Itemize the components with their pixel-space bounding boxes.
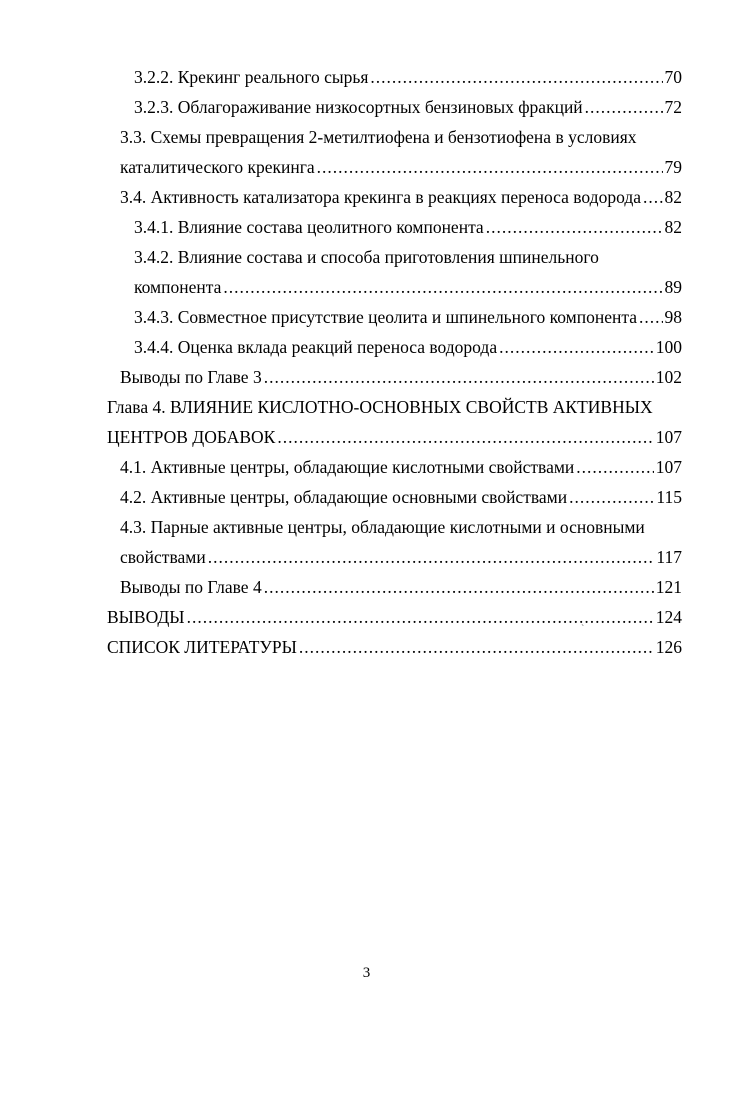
toc-entry [0, 422, 733, 452]
dot-leader [277, 422, 653, 452]
toc-entry [0, 572, 733, 602]
toc-entry [0, 182, 733, 212]
toc-entry [0, 602, 733, 632]
toc-chapter-title: Глава 4. ВЛИЯНИЕ КИСЛОТНО-ОСНОВНЫХ СВОЙСТВ АКТИВНЫХ [107, 397, 653, 417]
toc-entry-title: 3.4.2. Влияние состава и способа приготовления шпинельного [134, 247, 599, 267]
toc-entry-title: ВЫВОДЫ [107, 607, 185, 627]
dot-leader [223, 272, 662, 302]
toc-entry-title: 3.2.2. Крекинг реального сырья [134, 67, 369, 87]
dot-leader [576, 452, 653, 482]
toc-entry-page: 72 [664, 97, 682, 117]
toc-entry-page: 126 [655, 637, 682, 657]
toc-entry [0, 632, 733, 662]
dot-leader [370, 62, 662, 92]
toc-entry-page: 107 [655, 427, 682, 447]
toc-entry-title: 3.4. Активность катализатора крекинга в реакциях переноса водорода [120, 187, 642, 207]
toc-entry-page: 124 [655, 607, 682, 627]
toc-entry [0, 272, 733, 302]
toc-entry-title: 3.4.3. Совместное присутствие цеолита и шпинельного компонента [134, 307, 637, 327]
dot-leader [569, 482, 654, 512]
toc-chapter-title-continued: ЦЕНТРОВ ДОБАВОК [107, 427, 276, 447]
toc-entry [0, 452, 733, 482]
toc-entry [0, 62, 733, 92]
toc-entry-title-continued: свойствами [120, 547, 206, 567]
dot-leader [208, 542, 655, 572]
dot-leader [585, 92, 663, 122]
toc-entry-title: 3.3. Схемы превращения 2-метилтиофена и бензотиофена в условиях [120, 127, 637, 147]
dot-leader [317, 152, 663, 182]
dot-leader [299, 632, 654, 662]
toc-entry [0, 212, 733, 242]
toc-entry-line [0, 122, 733, 152]
toc-entry [0, 92, 733, 122]
toc-entry-page: 82 [664, 217, 682, 237]
page-number: 3 [362, 965, 371, 981]
toc-entry-page: 98 [664, 307, 682, 327]
toc-entry-title: 3.2.3. Облагораживание низкосортных бензиновых фракций [134, 97, 583, 117]
stray-mark: ` [581, 624, 585, 635]
toc-entry-title: 4.1. Активные центры, обладающие кислотными свойствами [120, 457, 575, 477]
toc-entry-page: 117 [656, 547, 682, 567]
toc-entry-page: 121 [655, 577, 682, 597]
toc-entry-page: 115 [656, 487, 682, 507]
dot-leader [264, 362, 654, 392]
toc-entry [0, 332, 733, 362]
toc-entry-line [0, 242, 733, 272]
toc-entry-title: Выводы по Главе 3 [120, 367, 262, 387]
toc-entry-title: 4.2. Активные центры, обладающие основными свойствами [120, 487, 568, 507]
toc-entry-page: 89 [664, 277, 682, 297]
dot-leader [639, 302, 663, 332]
toc-entry [0, 302, 733, 332]
toc-entry-page: 102 [655, 367, 682, 387]
toc-entry-title-continued: каталитического крекинга [120, 157, 315, 177]
toc-entry-line [0, 512, 733, 542]
dot-leader [499, 332, 654, 362]
toc-entry-title: 4.3. Парные активные центры, обладающие кислотными и основными [120, 517, 645, 537]
toc-entry-page: 79 [664, 157, 682, 177]
toc-entry-page: 82 [664, 187, 682, 207]
dot-leader [264, 572, 654, 602]
toc-entry [0, 542, 733, 572]
toc-entry-page: 107 [655, 457, 682, 477]
toc-entry-title-continued: компонента [134, 277, 222, 297]
dot-leader [486, 212, 663, 242]
table-of-contents [0, 62, 733, 662]
toc-entry [0, 362, 733, 392]
toc-entry-title: СПИСОК ЛИТЕРАТУРЫ [107, 637, 297, 657]
toc-entry [0, 152, 733, 182]
toc-entry-page: 70 [664, 67, 682, 87]
toc-entry-title: 3.4.1. Влияние состава цеолитного компонента [134, 217, 484, 237]
toc-entry-title: 3.4.4. Оценка вклада реакций переноса водорода [134, 337, 498, 357]
toc-entry-page: 100 [655, 337, 682, 357]
toc-entry-line [0, 392, 733, 422]
toc-entry [0, 482, 733, 512]
dot-leader [643, 182, 662, 212]
toc-entry-title: Выводы по Главе 4 [120, 577, 262, 597]
